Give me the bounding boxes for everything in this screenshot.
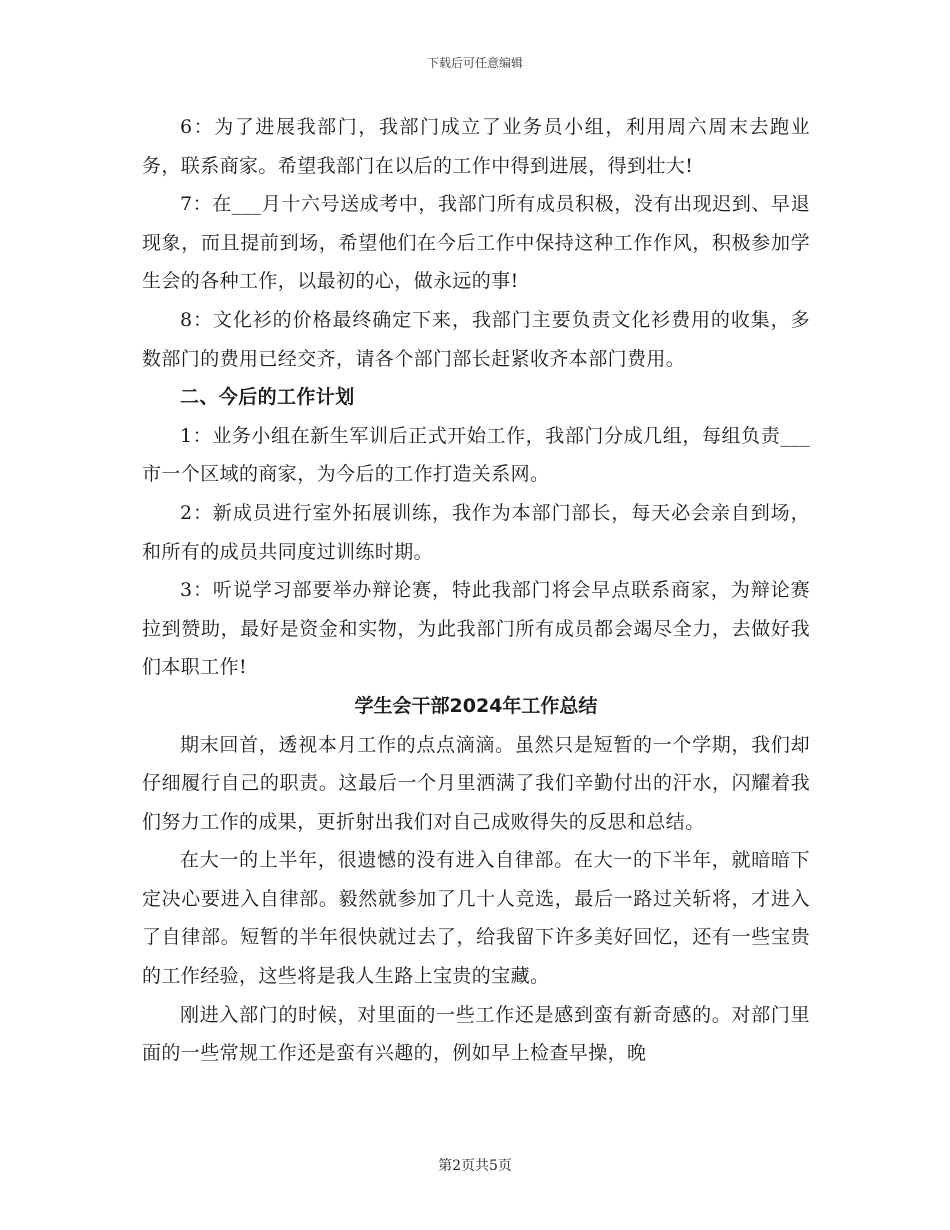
- summary-paragraph-1: 期末回首，透视本月工作的点点滴滴。虽然只是短暂的一个学期，我们却仔细履行自己的职责。这最后一个月里洒满了我们辛勤付出的汗水，闪耀着我们努力工作的成果，更折射出我们对自己成败得失的反思和总结。: [142, 733, 810, 833]
- page-indicator: 第2页共5页: [438, 1158, 512, 1174]
- section-heading-future-plan: 二、今后的工作计划: [180, 386, 355, 409]
- summary-paragraph-3: 刚进入部门的时候，对里面的一些工作还是感到蛮有新奇感的。对部门里面的一些常规工作还是蛮有兴趣的，例如早上检查早操，晚: [142, 1003, 810, 1065]
- header-note: 下载后可任意编辑: [426, 56, 523, 70]
- paragraph-item-7: 7：在___月十六号送成考中，我部门所有成员积极，没有出现迟到、早退现象，而且提前到场，希望他们在今后工作中保持这种工作作风，积极参加学生会的各种工作，以最初的心，做永远的事!: [142, 193, 810, 293]
- summary-paragraph-2: 在大一的上半年，很遗憾的没有进入自律部。在大一的下半年，就暗暗下定决心要进入自律部。毅然就参加了几十人竞选，最后一路过关斩将，才进入了自律部。短暂的半年很快就过去了，给我留下许多美好回忆，还有一些宝贵的工作经验，这些将是我人生路上宝贵的宝藏。: [142, 849, 810, 988]
- plan-item-1: 1：业务小组在新生军训后正式开始工作，我部门分成几组，每组负责___市一个区域的商家，为今后的工作打造关系网。: [142, 424, 810, 486]
- document-body: [142, 108, 810, 1073]
- paragraph-item-6: 6：为了进展我部门，我部门成立了业务员小组，利用周六周末去跑业务，联系商家。希望我部门在以后的工作中得到进展，得到壮大!: [142, 116, 810, 177]
- paragraph-item-8: 8：文化衫的价格最终确定下来，我部门主要负责文化衫费用的收集，多数部门的费用已经交齐，请各个部门部长赶紧收齐本部门费用。: [142, 308, 810, 370]
- plan-item-3: 3：听说学习部要举办辩论赛，特此我部门将会早点联系商家，为辩论赛拉到赞助，最好是资金和实物，为此我部门所有成员都会竭尽全力，去做好我们本职工作!: [142, 579, 810, 679]
- document-title: 学生会干部2024年工作总结: [354, 694, 598, 717]
- plan-item-2: 2：新成员进行室外拓展训练，我作为本部门部长，每天必会亲自到场，和所有的成员共同度过训练时期。: [142, 501, 810, 563]
